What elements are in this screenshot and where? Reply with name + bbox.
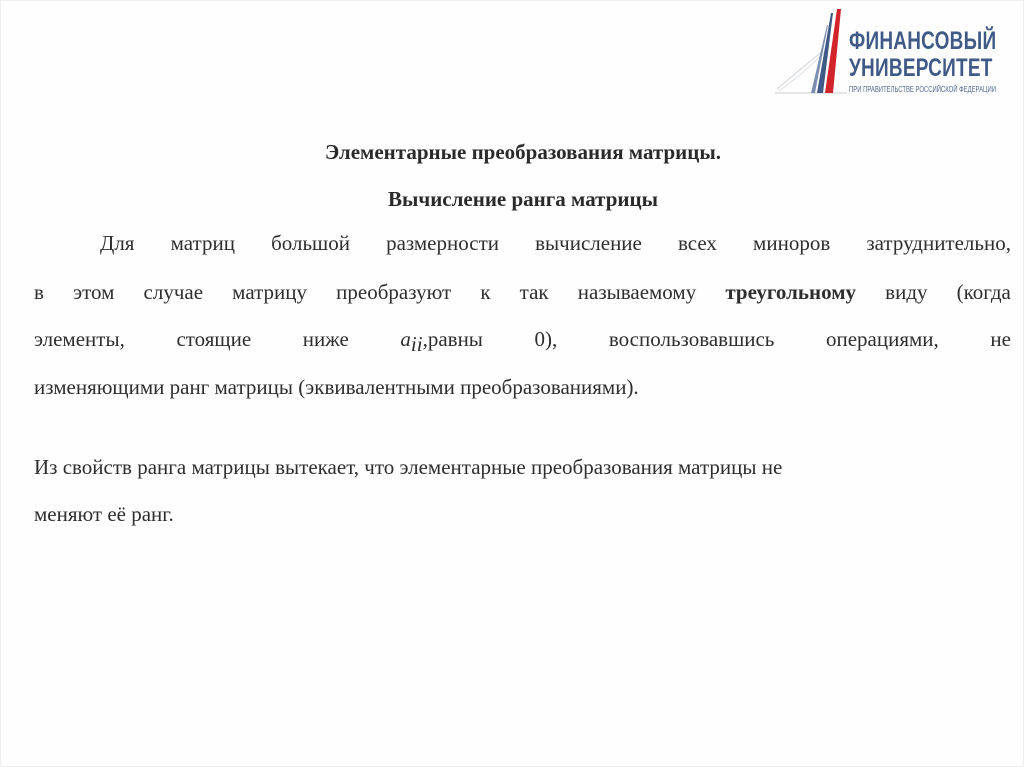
word: размерности xyxy=(386,231,499,255)
word: называемому xyxy=(577,280,697,304)
word: (когда xyxy=(956,280,1011,304)
logo-line-2: УНИВЕРСИТЕТ xyxy=(849,54,993,82)
word: стоящие xyxy=(176,327,252,351)
slide-title: Элементарные преобразования матрицы. xyxy=(324,140,722,164)
paragraph-1-line-1 xyxy=(100,229,1011,257)
word: операциями, xyxy=(826,327,939,351)
word: в xyxy=(34,280,44,304)
word: большой xyxy=(271,231,350,255)
word: матриц xyxy=(170,231,235,255)
paragraph-2-line-2: меняют её ранг. xyxy=(34,502,174,526)
university-logo xyxy=(773,7,1005,99)
bold-term: треугольному xyxy=(725,280,857,304)
word: этом xyxy=(73,280,115,304)
word: преобразуют xyxy=(336,280,452,304)
logo-mark-icon xyxy=(773,7,855,97)
math-subscript: ii xyxy=(410,332,423,357)
math-symbol: a xyxy=(400,327,411,351)
word: ,равны xyxy=(422,327,483,351)
paragraph-1-line-2 xyxy=(34,278,1011,306)
slide-subtitle: Вычисление ранга матрицы xyxy=(387,187,659,211)
logo-line-3: ПРИ ПРАВИТЕЛЬСТВЕ РОССИЙСКОЙ ФЕДЕРАЦИИ xyxy=(849,85,996,94)
logo-line-1: ФИНАНСОВЫЙ xyxy=(849,27,997,55)
word: элементы, xyxy=(34,327,125,351)
paragraph-1-line-3 xyxy=(34,325,1011,357)
word: случае xyxy=(143,280,204,304)
word: миноров xyxy=(753,231,831,255)
word: ниже xyxy=(302,327,349,351)
word: воспользовавшись xyxy=(608,327,775,351)
paragraph-1-line-4: изменяющими ранг матрицы (эквивалентными преобразованиями). xyxy=(34,375,639,399)
word: всех xyxy=(678,231,717,255)
word: 0), xyxy=(534,327,558,351)
word: виду xyxy=(885,280,928,304)
word: так xyxy=(519,280,549,304)
math-expression xyxy=(400,325,483,357)
word: вычисление xyxy=(535,231,642,255)
word: матрицу xyxy=(232,280,308,304)
word: Для xyxy=(100,231,135,255)
word: не xyxy=(990,327,1011,351)
word: к xyxy=(480,280,491,304)
word: затруднительно, xyxy=(866,231,1011,255)
paragraph-2-line-1: Из свойств ранга матрицы вытекает, что элементарные преобразования матрицы не xyxy=(34,455,783,479)
